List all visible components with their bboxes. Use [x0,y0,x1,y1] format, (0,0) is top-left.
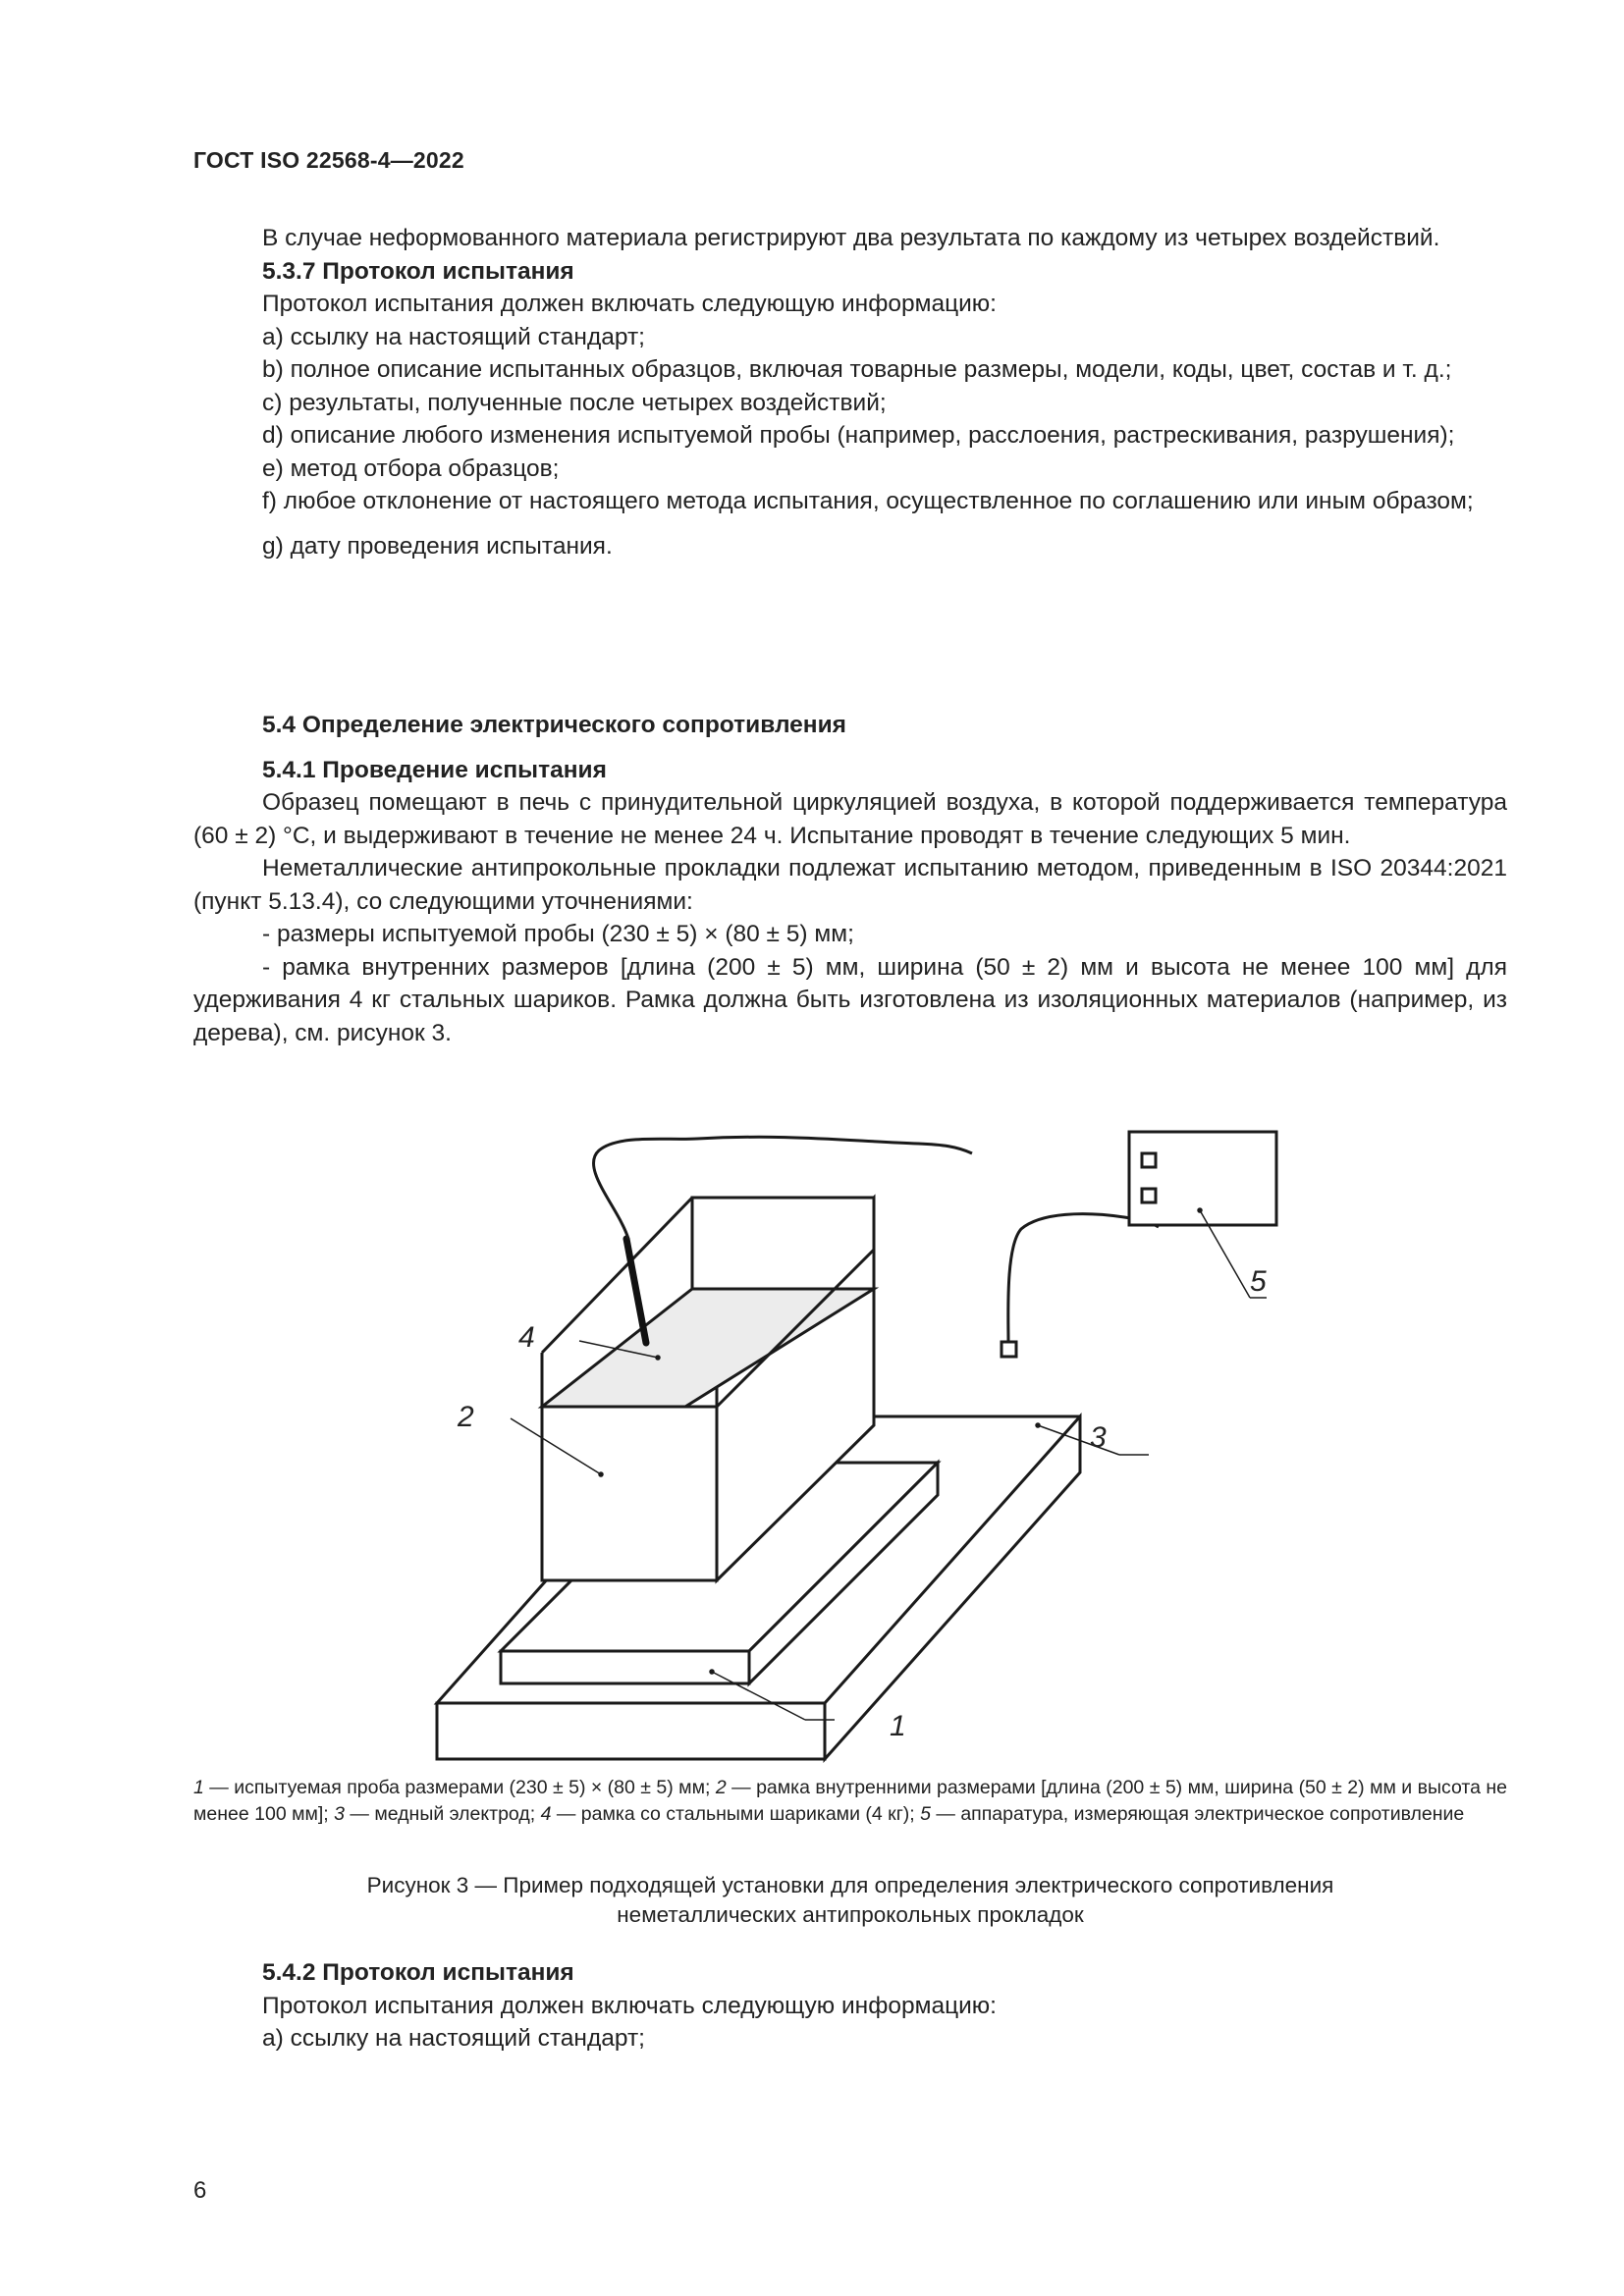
legend-text: — медный электрод; [345,1803,541,1825]
electrode-plate-front [437,1703,825,1759]
label-2: 2 [458,1401,474,1433]
section-5-3-7 [193,222,1507,562]
section-heading-5-4-2: 5.4.2 Протокол испытания [262,1959,574,1986]
list-item: b) полное описание испытанных образцов, включая товарные размеры, модели, коды, цвет, состав и т. д.; [262,356,1452,383]
legend-text: — рамка со стальными шариками (4 кг); [551,1803,921,1825]
label-1: 1 [890,1710,906,1742]
list-item: f) любое отклонение от настоящего метода испытания, осуществленное по соглашению или иным образом; [262,488,1474,514]
list-item: e) метод отбора образцов; [262,454,560,482]
sample-front [501,1651,749,1683]
frame-front-face [542,1407,717,1580]
plate-terminal [1001,1342,1016,1357]
figure-title [193,1871,1507,1930]
apparatus-drawing [393,1129,1296,1767]
section-5-4-2 [193,1956,1507,2056]
figure-title-line-1: Рисунок 3 — Пример подходящей установки для определения электрического сопротивления [366,1873,1334,1897]
list-item: g) дату проведения испытания. [262,532,613,560]
list-item: a) ссылку на настоящий стандарт; [262,323,645,350]
legend-line [193,1775,1507,1828]
label-4: 4 [518,1321,535,1354]
legend-num: 5 [920,1803,931,1825]
bullet-item: - размеры испытуемой пробы (230 ± 5) × (80 ± 5) мм; [262,921,854,947]
legend-num: 3 [334,1803,346,1825]
legend-text: — рамка внутренними размерами [длина (200 ± 5) мм, ширина (50 ± 2) мм и высота не менее 100 мм]; [193,1777,1507,1825]
legend-text: — аппаратура, измеряющая электрическое сопротивление [931,1803,1465,1825]
intro-paragraph: В случае неформованного материала регистрируют два результата по каждому из четырех воздействий. [262,225,1440,251]
figure-title-line-2: неметаллических антипрокольных прокладок [617,1902,1084,1927]
section-5-4 [193,709,1507,1049]
document-header: ГОСТ ISO 22568-4—2022 [193,147,464,173]
page-number: 6 [193,2177,207,2204]
legend-num: 4 [540,1803,552,1825]
legend-num: 2 [715,1777,727,1798]
list-item: d) описание любого изменения испытуемой пробы (например, расслоения, растрескивания, разрушения); [262,422,1455,449]
wire-plate [1008,1214,1159,1342]
test-paragraph-2: Неметаллические антипрокольные прокладки подлежат испытанию методом, приведенным в ISO 20344:2021 (пункт 5.13.4), со следующими уточнениями: [193,855,1507,915]
figure-legend [193,1775,1507,1828]
section-heading-5-4: 5.4 Определение электрического сопротивления [262,712,846,738]
section-heading-5-3-7: 5.3.7 Протокол испытания [262,257,574,285]
label-5: 5 [1250,1265,1267,1298]
test-paragraph-1: Образец помещают в печь с принудительной циркуляцией воздуха, в которой поддерживается температура (60 ± 2) °С, и выдерживают в течение не менее 24 ч. Испытание проводят в течение следующих 5 мин. [193,789,1507,849]
legend-text: — испытуемая проба размерами (230 ± 5) × (80 ± 5) мм; [203,1777,716,1798]
list-item: а) ссылку на настоящий стандарт; [262,2025,645,2052]
legend-num: 1 [193,1777,204,1798]
bullet-item: - рамка внутренних размеров [длина (200 ± 5) мм, ширина (50 ± 2) мм и высота не менее 100 мм] для удерживания 4 кг стальных шариков. Рамка должна быть изготовлена из изоляционных материалов (например, из дерева), см. рисунок 3. [193,953,1507,1046]
figure-3-diagram [393,1129,1296,1767]
list-item: c) результаты, полученные после четырех воздействий; [262,389,887,416]
apparatus-terminal-2 [1142,1189,1156,1202]
report-lead: Протокол испытания должен включать следующую информацию: [262,291,997,317]
label-3: 3 [1090,1421,1107,1454]
report-lead: Протокол испытания должен включать следующую информацию: [262,1992,997,2019]
apparatus-terminal-1 [1142,1153,1156,1167]
section-heading-5-4-1: 5.4.1 Проведение испытания [262,756,607,783]
measuring-apparatus-box [1129,1132,1276,1225]
